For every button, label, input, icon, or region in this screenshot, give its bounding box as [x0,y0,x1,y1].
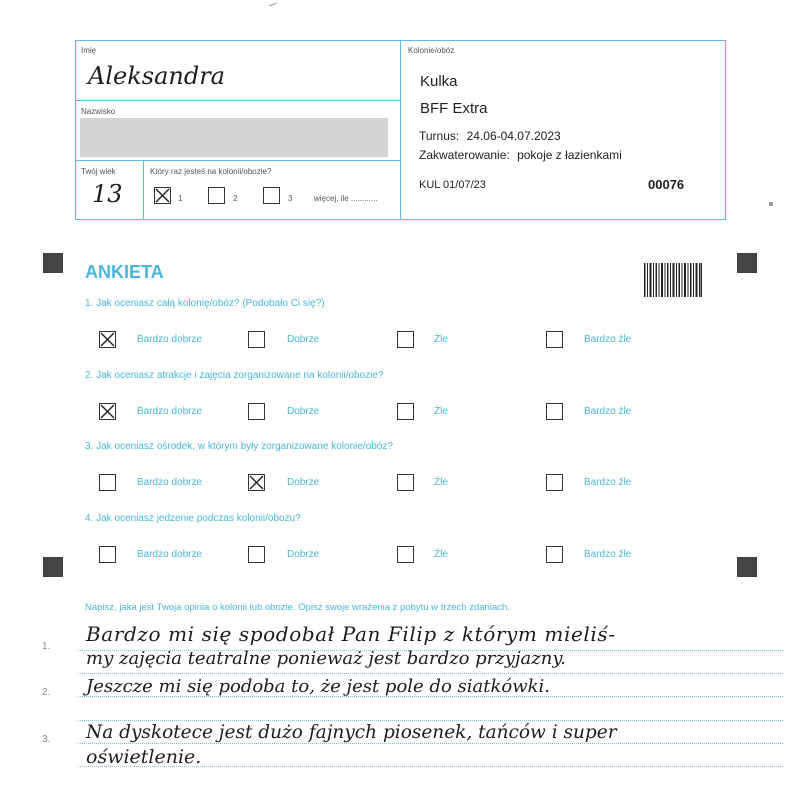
q3-option-zle: Źle [434,477,448,488]
q2-checkbox-bardzo-dobrze[interactable] [99,403,116,420]
q1-checkbox-zle[interactable] [397,331,414,348]
x-mark-icon [100,404,115,419]
q4-option-zle: Źle [434,549,448,560]
q4-checkbox-bardzo-dobrze[interactable] [99,546,116,563]
times-checkbox-2[interactable] [208,187,225,204]
q1-option-bardzo-zle: Bardzo źle [584,334,632,345]
header-divider-age [143,160,144,220]
age-value[interactable]: 13 [92,180,123,208]
q2-option-zle: Źle [434,406,448,417]
x-mark-icon [100,332,115,347]
q1-checkbox-bardzo-dobrze[interactable] [99,331,116,348]
handwritten-line-3[interactable]: Jeszcze mi się podoba to, że jest pole do siatkówki. [86,676,551,697]
q3-option-bardzo-zle: Bardzo źle [584,477,632,488]
q3-checkbox-bardzo-zle[interactable] [546,474,563,491]
q2-option-dobrze: Dobrze [287,406,320,417]
header-divider-vertical [400,40,401,220]
q1-option-bardzo-dobrze: Bardzo dobrze [137,334,203,345]
q4-option-dobrze: Dobrze [287,549,320,560]
registration-mark [43,253,63,273]
registration-mark [737,253,757,273]
times-option-2: 2 [233,194,238,203]
q4-checkbox-bardzo-zle[interactable] [546,546,563,563]
q1-option-zle: Źle [434,334,448,345]
q1-option-dobrze: Dobrze [287,334,320,345]
surname-label: Nazwisko [81,107,116,116]
name-label: Imię [81,46,97,55]
camp-name: Kulka [420,73,458,90]
x-mark-icon [249,475,264,490]
age-label: Twój wiek [81,167,116,176]
scan-mark [769,202,773,206]
turnus-value: 24.06-04.07.2023 [466,129,561,143]
accommodation-value: pokoje z łazienkami [517,148,622,162]
q2-checkbox-bardzo-zle[interactable] [546,403,563,420]
q1-checkbox-bardzo-zle[interactable] [546,331,563,348]
times-option-3: 3 [288,194,293,203]
accommodation-row [419,148,622,162]
header-divider-name [75,100,401,101]
barcode-icon [644,263,702,297]
q3-checkbox-dobrze[interactable] [248,474,265,491]
survey-title: ANKIETA [85,262,164,282]
handwritten-line-4[interactable]: Na dyskotece jest dużo fajnych piosenek, tańców i super [86,722,617,743]
line-number-3: 3. [42,734,51,745]
turnus-row [419,129,561,143]
scan-mark [269,3,277,7]
surname-redaction [80,118,388,157]
x-mark-icon [155,188,170,203]
q4-option-bardzo-zle: Bardzo źle [584,549,632,560]
writing-line [78,720,783,721]
writing-line [78,743,783,744]
q2-option-bardzo-dobrze: Bardzo dobrze [137,406,203,417]
q3-checkbox-bardzo-dobrze[interactable] [99,474,116,491]
times-more[interactable]: więcej, ile ............ [314,194,378,203]
question-1: 1. Jak oceniasz całą kolonię/obóz? (Podobało Ci się?) [85,298,325,309]
q4-checkbox-zle[interactable] [397,546,414,563]
q2-option-bardzo-zle: Bardzo źle [584,406,632,417]
q1-checkbox-dobrze[interactable] [248,331,265,348]
opinion-prompt: Napisz, jaka jest Twoja opinia o kolonii lub obozie. Opisz swoje wrażenia z pobytu w trzech zdaniach. [85,602,510,613]
camp-program: BFF Extra [420,100,488,117]
times-label: Który raz jesteś na kolonii/obozie? [150,167,272,176]
times-option-1: 1 [178,194,183,203]
registration-mark [43,557,63,577]
times-checkbox-3[interactable] [263,187,280,204]
name-value[interactable]: Aleksandra [88,62,225,90]
times-checkbox-1[interactable] [154,187,171,204]
q4-option-bardzo-dobrze: Bardzo dobrze [137,549,203,560]
camp-code: KUL 01/07/23 [419,179,486,191]
q3-checkbox-zle[interactable] [397,474,414,491]
q2-checkbox-dobrze[interactable] [248,403,265,420]
q4-checkbox-dobrze[interactable] [248,546,265,563]
handwritten-line-2[interactable]: my zajęcia teatralne ponieważ jest bardzo przyjazny. [86,648,566,669]
header-divider-surname [75,160,401,161]
question-4: 4. Jak oceniasz jedzenie podczas kolonii/obozu? [85,513,301,524]
registration-mark [737,557,757,577]
q3-option-dobrze: Dobrze [287,477,320,488]
turnus-label: Turnus: [419,129,460,143]
q2-checkbox-zle[interactable] [397,403,414,420]
question-3: 3. Jak oceniasz ośrodek, w którym były zorganizowane kolonie/obóz? [85,441,393,452]
form-number: 00076 [648,177,685,192]
question-2: 2. Jak oceniasz atrakcje i zajęcia zorganizowane na kolonii/obozie? [85,370,384,381]
accommodation-label: Zakwaterowanie: [419,148,510,162]
handwritten-line-1[interactable]: Bardzo mi się spodobał Pan Filip z którym mieliś- [86,622,616,646]
line-number-2: 2. [42,687,51,698]
camp-label: Kolonie/obóz [408,46,455,55]
line-number-1: 1. [42,641,51,652]
writing-line [78,673,783,674]
q3-option-bardzo-dobrze: Bardzo dobrze [137,477,203,488]
handwritten-line-5[interactable]: oświetlenie. [86,746,202,768]
